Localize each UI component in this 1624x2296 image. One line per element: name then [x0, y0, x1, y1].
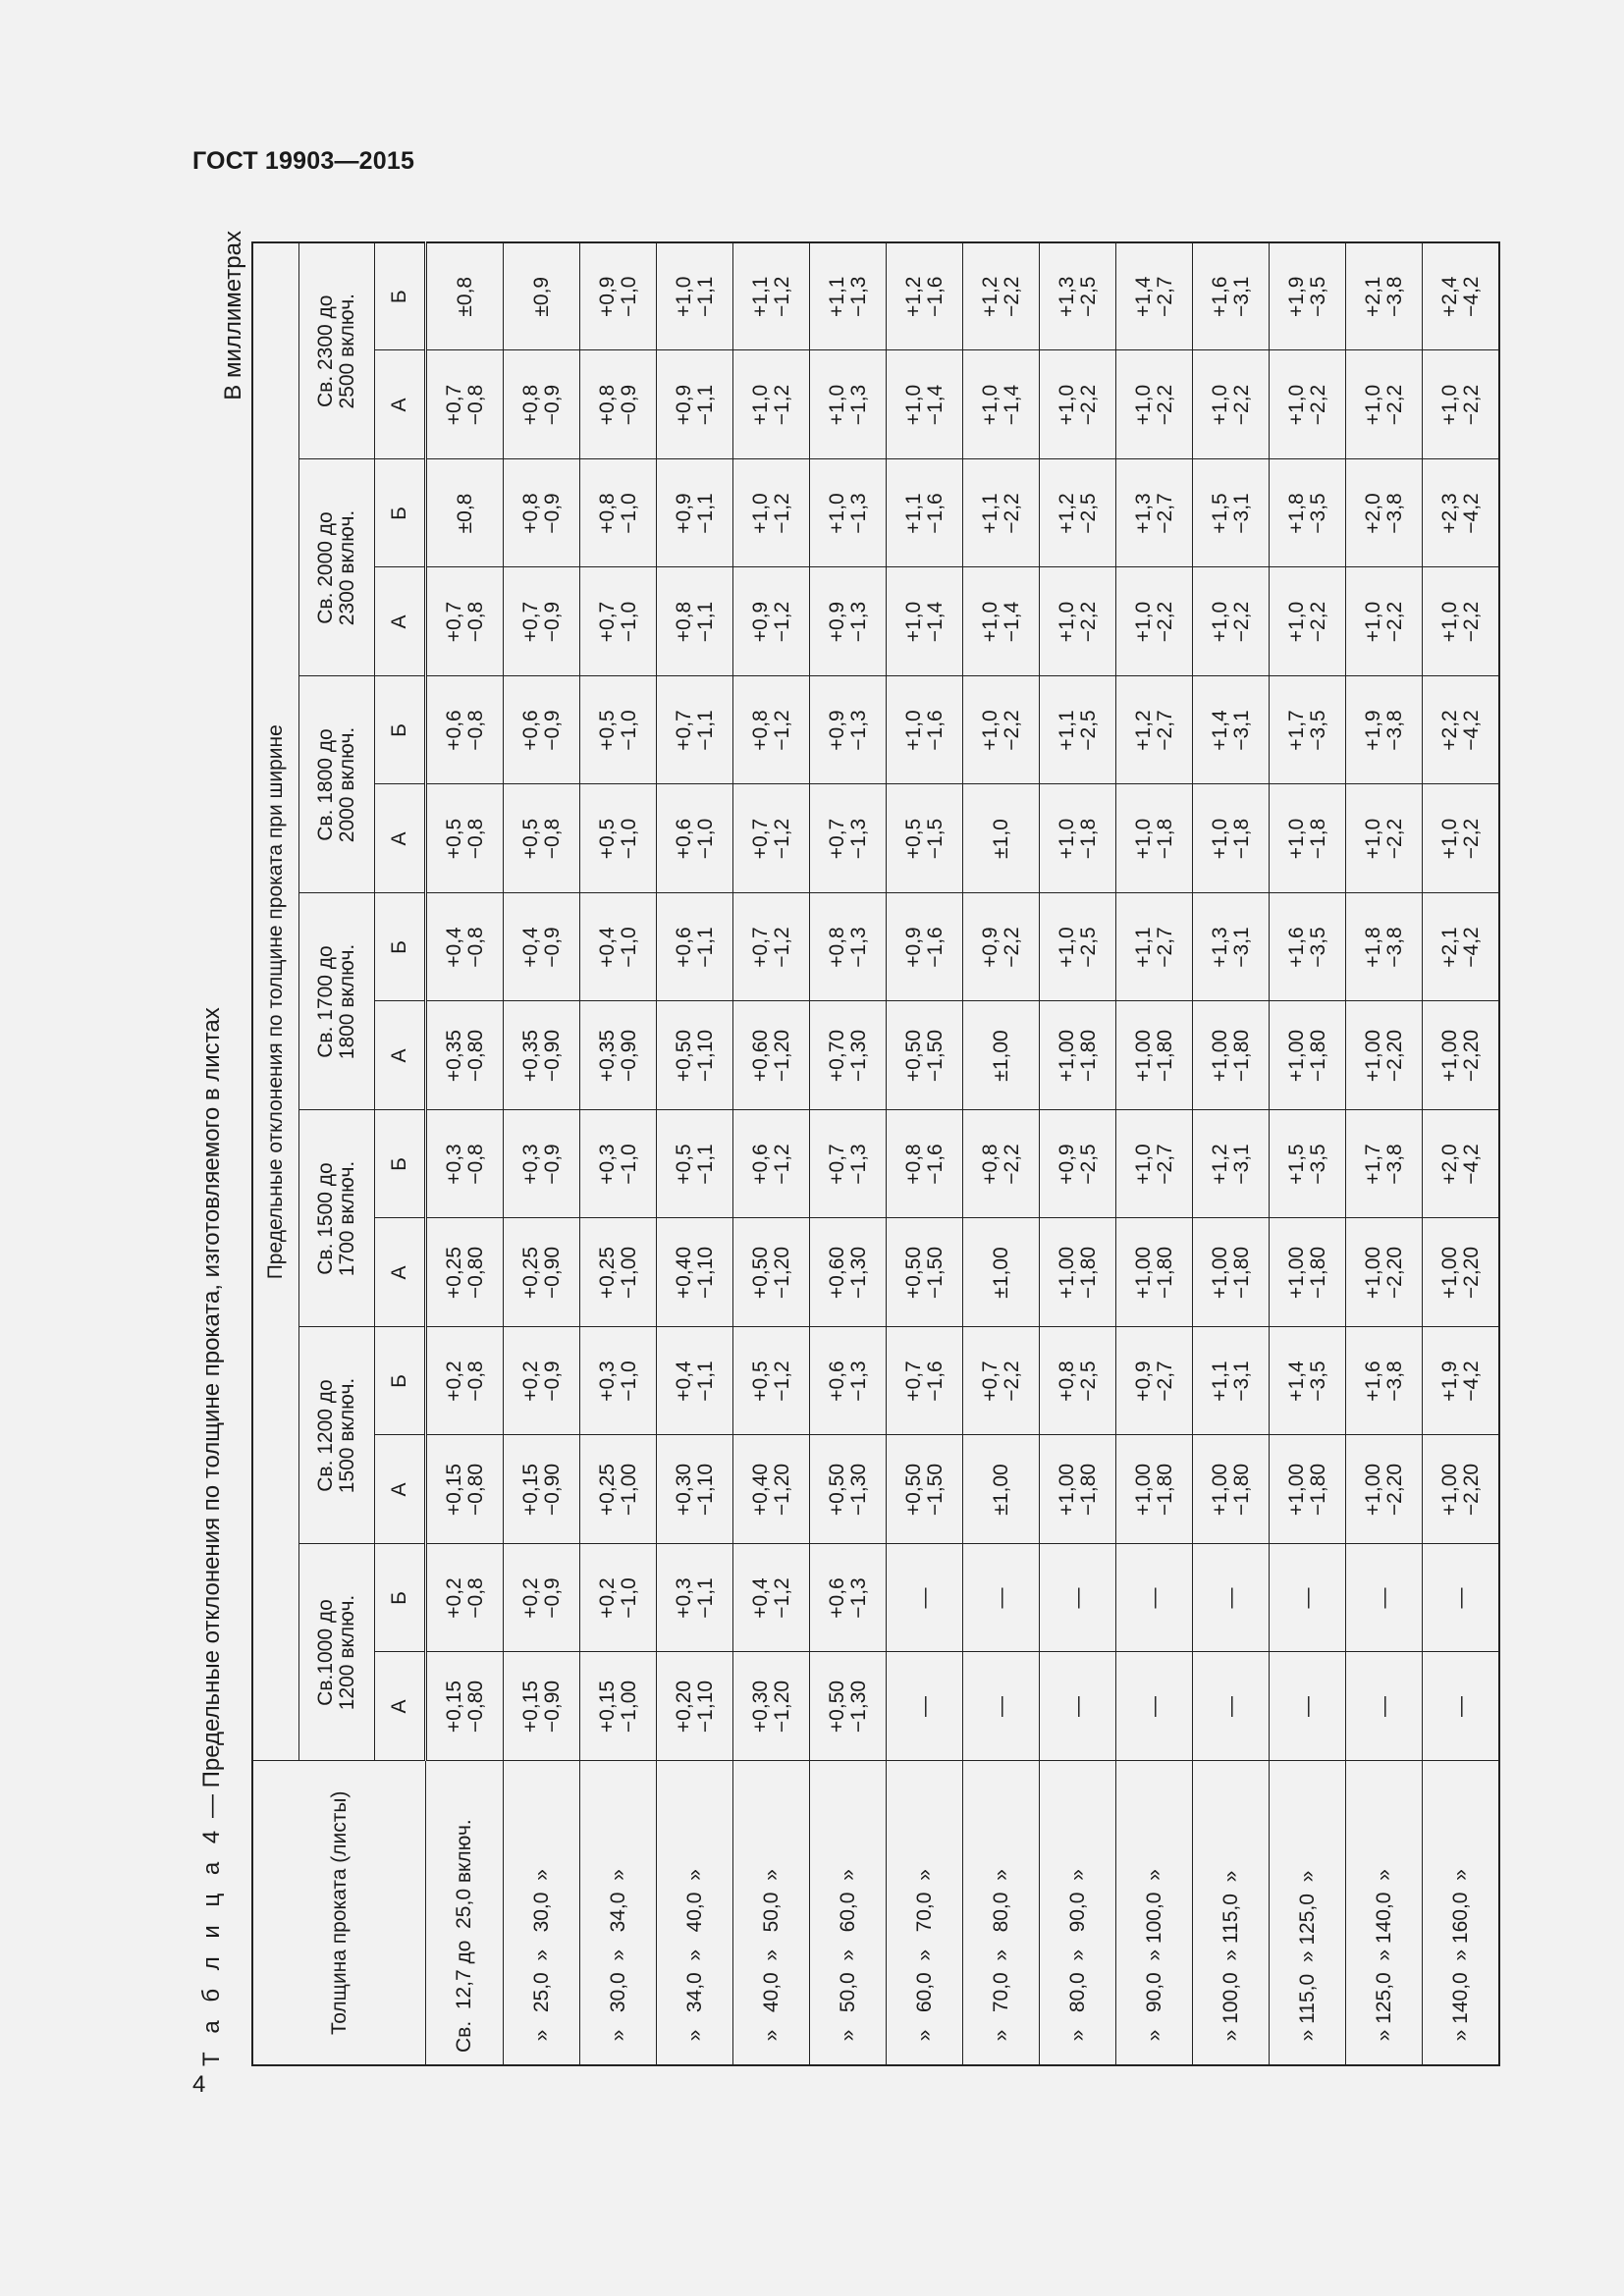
deviation-cell: +0,9 −1,1 [657, 459, 733, 567]
deviation-cell: +1,6 −3,8 [1346, 1327, 1423, 1435]
deviation-cell: +1,0 −2,2 [1116, 350, 1193, 459]
deviation-cell: +1,0 −1,8 [1116, 784, 1193, 893]
thickness-range: » 140,0 » 160,0 » [1423, 1761, 1500, 2065]
deviation-cell: +0,5 −0,8 [504, 784, 580, 893]
deviation-cell: — [1423, 1544, 1500, 1652]
table-row [1346, 242, 1423, 2065]
sub-header-b: Б [375, 1544, 426, 1652]
deviation-cell: — [1116, 1652, 1193, 1761]
deviation-cell: +0,25 −0,90 [504, 1218, 580, 1327]
sub-header-a: А [375, 350, 426, 459]
deviation-cell: +1,8 −3,8 [1346, 893, 1423, 1001]
deviation-cell: ±0,8 [426, 242, 504, 350]
deviation-cell: +1,0 −2,2 [1270, 350, 1346, 459]
deviation-cell: +0,9 −1,0 [580, 242, 657, 350]
deviation-cell: — [1423, 1652, 1500, 1761]
deviation-cell: +0,9 −1,2 [733, 567, 810, 676]
deviation-cell: +0,25 −1,00 [580, 1218, 657, 1327]
deviation-cell: +0,70 −1,30 [810, 1001, 887, 1110]
table-caption-text: — Предельные отклонения по толщине проката, изготовляемого в листах [198, 1007, 225, 1825]
deviation-cell: +0,9 −1,1 [657, 350, 733, 459]
deviation-cell: +0,7 −0,9 [504, 567, 580, 676]
deviation-cell: +0,4 −0,9 [504, 893, 580, 1001]
deviation-cell: +1,00 −1,80 [1040, 1435, 1116, 1544]
deviation-cell: +0,9 −2,7 [1116, 1327, 1193, 1435]
deviation-cell: +0,9 −1,3 [810, 567, 887, 676]
deviation-cell: +2,3 −4,2 [1423, 459, 1500, 567]
deviation-cell: +1,0 −2,7 [1116, 1110, 1193, 1218]
deviation-cell: +1,3 −2,7 [1116, 459, 1193, 567]
deviation-cell: +1,0 −2,2 [1193, 567, 1270, 676]
thickness-range: » 50,0 » 60,0 » [810, 1761, 887, 2065]
deviation-cell: +0,2 −0,8 [426, 1327, 504, 1435]
deviation-cell: +1,0 −1,3 [810, 350, 887, 459]
deviation-cell: +0,50 −1,50 [887, 1218, 963, 1327]
deviation-cell: +1,0 −2,2 [963, 676, 1040, 784]
deviation-cell: ±1,00 [963, 1218, 1040, 1327]
deviation-cell: +1,0 −1,8 [1270, 784, 1346, 893]
deviation-cell: +1,7 −3,8 [1346, 1110, 1423, 1218]
deviation-cell: +1,3 −3,1 [1193, 893, 1270, 1001]
deviation-cell: +0,7 −1,3 [810, 784, 887, 893]
thickness-range: » 80,0 » 90,0 » [1040, 1761, 1116, 2065]
deviation-cell: +0,35 −0,90 [504, 1001, 580, 1110]
deviation-cell: +1,0 −2,2 [1423, 567, 1500, 676]
deviation-cell: +1,00 −1,80 [1116, 1218, 1193, 1327]
deviation-cell: +1,5 −3,5 [1270, 1110, 1346, 1218]
deviation-cell: +0,9 −1,3 [810, 676, 887, 784]
deviation-cell: +0,25 −1,00 [580, 1435, 657, 1544]
deviation-table [251, 241, 1500, 2066]
deviation-cell: +1,00 −2,20 [1423, 1001, 1500, 1110]
table-row [426, 242, 504, 2065]
deviation-cell: +0,4 −0,8 [426, 893, 504, 1001]
deviation-cell: — [963, 1544, 1040, 1652]
deviation-cell: +1,0 −2,2 [1270, 567, 1346, 676]
deviation-cell: +0,6 −1,2 [733, 1110, 810, 1218]
sub-header-b: Б [375, 1110, 426, 1218]
deviation-cell: +0,8 −2,5 [1040, 1327, 1116, 1435]
deviation-cell: +1,1 −2,2 [963, 459, 1040, 567]
deviation-cell: +0,9 −2,2 [963, 893, 1040, 1001]
thickness-range: » 30,0 » 34,0 » [580, 1761, 657, 2065]
deviation-cell: +1,6 −3,1 [1193, 242, 1270, 350]
table-row [504, 242, 580, 2065]
deviation-cell: +1,0 −1,1 [657, 242, 733, 350]
deviation-cell: ±1,00 [963, 1435, 1040, 1544]
deviation-cell: +1,00 −1,80 [1193, 1435, 1270, 1544]
sub-header-b: Б [375, 242, 426, 350]
deviation-cell: +0,2 −0,9 [504, 1327, 580, 1435]
deviation-cell: +0,5 −1,1 [657, 1110, 733, 1218]
deviation-cell: +0,5 −0,8 [426, 784, 504, 893]
deviation-cell: +0,60 −1,30 [810, 1218, 887, 1327]
deviation-cell: +0,4 −1,2 [733, 1544, 810, 1652]
sub-header-b: Б [375, 893, 426, 1001]
deviation-cell: +1,00 −1,80 [1270, 1001, 1346, 1110]
deviation-cell: +0,2 −1,0 [580, 1544, 657, 1652]
deviation-cell: +1,2 −2,2 [963, 242, 1040, 350]
thickness-range: » 34,0 » 40,0 » [657, 1761, 733, 2065]
deviation-cell: — [1346, 1544, 1423, 1652]
table-row [580, 242, 657, 2065]
table-row [1116, 242, 1193, 2065]
width-header: Св.1000 до 1200 включ. [299, 1544, 375, 1761]
deviation-cell: +0,8 −1,0 [580, 459, 657, 567]
width-header: Св. 2300 до 2500 включ. [299, 242, 375, 459]
deviation-cell: +0,3 −1,1 [657, 1544, 733, 1652]
deviation-cell: +0,50 −1,10 [657, 1001, 733, 1110]
deviation-cell: +0,30 −1,10 [657, 1435, 733, 1544]
sub-header-a: А [375, 1652, 426, 1761]
deviation-cell: +1,0 −2,2 [1423, 784, 1500, 893]
deviation-cell: +0,8 −1,3 [810, 893, 887, 1001]
deviation-cell: +1,0 −2,2 [1423, 350, 1500, 459]
deviation-cell: +0,30 −1,20 [733, 1652, 810, 1761]
deviation-cell: +1,0 −1,4 [963, 567, 1040, 676]
deviation-cell: +0,7 −1,3 [810, 1110, 887, 1218]
deviation-cell: +0,9 −2,5 [1040, 1110, 1116, 1218]
deviation-cell: +0,15 −0,80 [426, 1435, 504, 1544]
deviation-cell: +0,7 −0,8 [426, 567, 504, 676]
deviation-cell: +1,8 −3,5 [1270, 459, 1346, 567]
deviation-cell: +0,7 −0,8 [426, 350, 504, 459]
deviation-cell: +1,9 −4,2 [1423, 1327, 1500, 1435]
deviation-cell: +1,0 −1,2 [733, 459, 810, 567]
deviation-cell: +0,60 −1,20 [733, 1001, 810, 1110]
deviation-cell: +0,50 −1,50 [887, 1001, 963, 1110]
deviation-cell: +1,00 −1,80 [1270, 1435, 1346, 1544]
deviation-cell: +0,50 −1,30 [810, 1652, 887, 1761]
width-header: Св. 1700 до 1800 включ. [299, 893, 375, 1110]
deviation-cell: +1,9 −3,8 [1346, 676, 1423, 784]
deviation-cell: +0,35 −0,80 [426, 1001, 504, 1110]
deviation-cell: +0,15 −0,80 [426, 1652, 504, 1761]
page-number: 4 [192, 2071, 206, 2098]
deviation-cell: — [1270, 1544, 1346, 1652]
deviation-cell: — [887, 1544, 963, 1652]
deviation-cell: +1,0 −2,2 [1116, 567, 1193, 676]
rotated-table-block [192, 231, 1508, 2066]
deviation-cell: +1,0 −1,4 [963, 350, 1040, 459]
deviation-cell: +0,9 −1,6 [887, 893, 963, 1001]
deviation-cell: +0,7 −1,2 [733, 893, 810, 1001]
deviation-cell: +0,15 −1,00 [580, 1652, 657, 1761]
deviation-cell: — [1193, 1652, 1270, 1761]
deviation-cell: +1,00 −1,80 [1193, 1001, 1270, 1110]
table-row [810, 242, 887, 2065]
deviation-cell: +0,5 −1,0 [580, 676, 657, 784]
deviation-cell: +0,40 −1,20 [733, 1435, 810, 1544]
deviation-cell: +1,1 −1,2 [733, 242, 810, 350]
thickness-range: » 70,0 » 80,0 » [963, 1761, 1040, 2065]
deviation-cell: +0,6 −0,8 [426, 676, 504, 784]
deviation-cell: +0,50 −1,20 [733, 1218, 810, 1327]
deviation-cell: +1,2 −1,6 [887, 242, 963, 350]
thickness-range: » 125,0 » 140,0 » [1346, 1761, 1423, 2065]
sub-header-b: Б [375, 459, 426, 567]
deviation-cell: +2,1 −4,2 [1423, 893, 1500, 1001]
width-group-header: Предельные отклонения по толщине проката при ширине [252, 242, 299, 1761]
deviation-cell: +1,2 −2,7 [1116, 676, 1193, 784]
deviation-cell: +0,6 −0,9 [504, 676, 580, 784]
deviation-cell: +1,00 −1,80 [1040, 1001, 1116, 1110]
deviation-cell: +1,0 −2,2 [1346, 567, 1423, 676]
deviation-cell: ±0,8 [426, 459, 504, 567]
thickness-range: » 40,0 » 50,0 » [733, 1761, 810, 2065]
deviation-cell: +1,00 −1,80 [1116, 1001, 1193, 1110]
thickness-range: » 115,0 » 125,0 » [1270, 1761, 1346, 2065]
deviation-cell: +1,00 −1,80 [1193, 1218, 1270, 1327]
deviation-cell: +1,00 −2,20 [1346, 1001, 1423, 1110]
table-row [1423, 242, 1500, 2065]
deviation-cell: +2,2 −4,2 [1423, 676, 1500, 784]
width-header: Св. 2000 до 2300 включ. [299, 459, 375, 676]
deviation-cell: +1,5 −3,1 [1193, 459, 1270, 567]
deviation-cell: +1,4 −3,1 [1193, 676, 1270, 784]
thickness-range: Св. 12,7 до 25,0 включ. [426, 1761, 504, 2065]
deviation-cell: +0,8 −0,9 [504, 350, 580, 459]
deviation-cell: +0,5 −1,5 [887, 784, 963, 893]
width-header: Св. 1800 до 2000 включ. [299, 676, 375, 893]
deviation-cell: — [1116, 1544, 1193, 1652]
deviation-cell: +0,5 −1,2 [733, 1327, 810, 1435]
document-title: ГОСТ 19903—2015 [192, 147, 415, 175]
deviation-cell: +0,6 −1,0 [657, 784, 733, 893]
deviation-cell: — [1040, 1652, 1116, 1761]
deviation-cell: +1,1 −3,1 [1193, 1327, 1270, 1435]
deviation-cell: +1,0 −2,2 [1346, 350, 1423, 459]
deviation-cell: +1,0 −2,2 [1193, 350, 1270, 459]
deviation-cell: +0,25 −0,80 [426, 1218, 504, 1327]
deviation-cell: +0,8 −1,1 [657, 567, 733, 676]
deviation-cell: — [1040, 1544, 1116, 1652]
table-row [887, 242, 963, 2065]
deviation-cell: +0,4 −1,0 [580, 893, 657, 1001]
deviation-cell: +0,6 −1,3 [810, 1544, 887, 1652]
deviation-cell: +1,0 −2,2 [1040, 350, 1116, 459]
deviation-cell: +1,0 −1,6 [887, 676, 963, 784]
units-note: В миллиметрах [220, 231, 246, 400]
deviation-cell: — [963, 1652, 1040, 1761]
deviation-cell: +0,40 −1,10 [657, 1218, 733, 1327]
deviation-cell: ±1,0 [963, 784, 1040, 893]
deviation-cell: +0,7 −1,1 [657, 676, 733, 784]
deviation-cell: +0,15 −0,90 [504, 1652, 580, 1761]
thickness-column-header: Толщина проката (листы) [252, 1761, 426, 2065]
sub-header-b: Б [375, 676, 426, 784]
deviation-cell: +0,7 −1,2 [733, 784, 810, 893]
deviation-cell: +0,4 −1,1 [657, 1327, 733, 1435]
deviation-cell: +1,00 −1,80 [1040, 1218, 1116, 1327]
sub-header-a: А [375, 567, 426, 676]
deviation-cell: +0,2 −0,8 [426, 1544, 504, 1652]
deviation-cell: +0,5 −1,0 [580, 784, 657, 893]
table-row [733, 242, 810, 2065]
deviation-cell: +1,1 −1,6 [887, 459, 963, 567]
deviation-cell: +0,3 −0,8 [426, 1110, 504, 1218]
deviation-cell: +1,4 −2,7 [1116, 242, 1193, 350]
table-row [657, 242, 733, 2065]
deviation-cell: ±1,00 [963, 1001, 1040, 1110]
thickness-range: » 25,0 » 30,0 » [504, 1761, 580, 2065]
deviation-cell: +0,8 −2,2 [963, 1110, 1040, 1218]
deviation-cell: +1,2 −3,1 [1193, 1110, 1270, 1218]
thickness-range: » 100,0 » 115,0 » [1193, 1761, 1270, 2065]
deviation-cell: +1,0 −1,4 [887, 350, 963, 459]
deviation-cell: +1,0 −2,5 [1040, 893, 1116, 1001]
deviation-cell: +1,6 −3,5 [1270, 893, 1346, 1001]
deviation-cell: +0,7 −1,0 [580, 567, 657, 676]
deviation-cell: +2,0 −3,8 [1346, 459, 1423, 567]
deviation-cell: +1,1 −2,7 [1116, 893, 1193, 1001]
deviation-cell: +1,0 −1,3 [810, 459, 887, 567]
table-row [1270, 242, 1346, 2065]
deviation-cell: +1,0 −2,2 [1346, 784, 1423, 893]
deviation-cell: +1,0 −1,2 [733, 350, 810, 459]
deviation-cell: +0,6 −1,1 [657, 893, 733, 1001]
deviation-cell: +0,8 −1,6 [887, 1110, 963, 1218]
sub-header-b: Б [375, 1327, 426, 1435]
sub-header-a: А [375, 1001, 426, 1110]
deviation-cell: +1,0 −1,8 [1193, 784, 1270, 893]
thickness-range: » 90,0 » 100,0 » [1116, 1761, 1193, 2065]
deviation-cell: +0,50 −1,30 [810, 1435, 887, 1544]
deviation-cell: +0,15 −0,90 [504, 1435, 580, 1544]
deviation-cell: +0,7 −1,6 [887, 1327, 963, 1435]
deviation-cell: ±0,9 [504, 242, 580, 350]
table-row [963, 242, 1040, 2065]
deviation-cell: +1,0 −2,2 [1040, 567, 1116, 676]
deviation-cell: +2,1 −3,8 [1346, 242, 1423, 350]
deviation-cell: +0,3 −0,9 [504, 1110, 580, 1218]
deviation-cell: +0,20 −1,10 [657, 1652, 733, 1761]
width-header: Св. 1500 до 1700 включ. [299, 1110, 375, 1327]
deviation-cell: +1,4 −3,5 [1270, 1327, 1346, 1435]
sub-header-a: А [375, 784, 426, 893]
deviation-cell: +1,00 −1,80 [1270, 1218, 1346, 1327]
deviation-cell: +1,00 −2,20 [1346, 1435, 1423, 1544]
table-caption-label: Т а б л и ц а 4 [198, 1824, 225, 2066]
deviation-cell: +2,4 −4,2 [1423, 242, 1500, 350]
deviation-cell: +0,3 −1,0 [580, 1110, 657, 1218]
deviation-cell: +0,8 −0,9 [580, 350, 657, 459]
deviation-cell: +0,2 −0,9 [504, 1544, 580, 1652]
deviation-cell: +1,7 −3,5 [1270, 676, 1346, 784]
deviation-cell: +0,50 −1,50 [887, 1435, 963, 1544]
deviation-cell: — [887, 1652, 963, 1761]
deviation-cell: — [1193, 1544, 1270, 1652]
deviation-cell: +1,0 −1,4 [887, 567, 963, 676]
deviation-cell: +1,00 −1,80 [1116, 1435, 1193, 1544]
deviation-cell: — [1346, 1652, 1423, 1761]
deviation-cell: +0,8 −1,2 [733, 676, 810, 784]
width-header: Св. 1200 до 1500 включ. [299, 1327, 375, 1544]
deviation-cell: +1,1 −2,5 [1040, 676, 1116, 784]
deviation-cell: +0,6 −1,3 [810, 1327, 887, 1435]
deviation-cell: +1,00 −2,20 [1423, 1218, 1500, 1327]
deviation-cell: +0,35 −0,90 [580, 1001, 657, 1110]
deviation-cell: +1,9 −3,5 [1270, 242, 1346, 350]
sub-header-a: А [375, 1435, 426, 1544]
table-row [1040, 242, 1116, 2065]
deviation-cell: +1,0 −1,8 [1040, 784, 1116, 893]
deviation-cell: +1,00 −2,20 [1423, 1435, 1500, 1544]
sub-header-a: А [375, 1218, 426, 1327]
thickness-range: » 60,0 » 70,0 » [887, 1761, 963, 2065]
deviation-cell: +0,8 −0,9 [504, 459, 580, 567]
deviation-cell: +0,3 −1,0 [580, 1327, 657, 1435]
table-row [1193, 242, 1270, 2065]
deviation-cell: +0,7 −2,2 [963, 1327, 1040, 1435]
deviation-cell: +1,2 −2,5 [1040, 459, 1116, 567]
table-caption [192, 1007, 232, 2066]
deviation-cell: +1,1 −1,3 [810, 242, 887, 350]
deviation-cell: — [1270, 1652, 1346, 1761]
deviation-cell: +1,3 −2,5 [1040, 242, 1116, 350]
deviation-cell: +1,00 −2,20 [1346, 1218, 1423, 1327]
deviation-cell: +2,0 −4,2 [1423, 1110, 1500, 1218]
